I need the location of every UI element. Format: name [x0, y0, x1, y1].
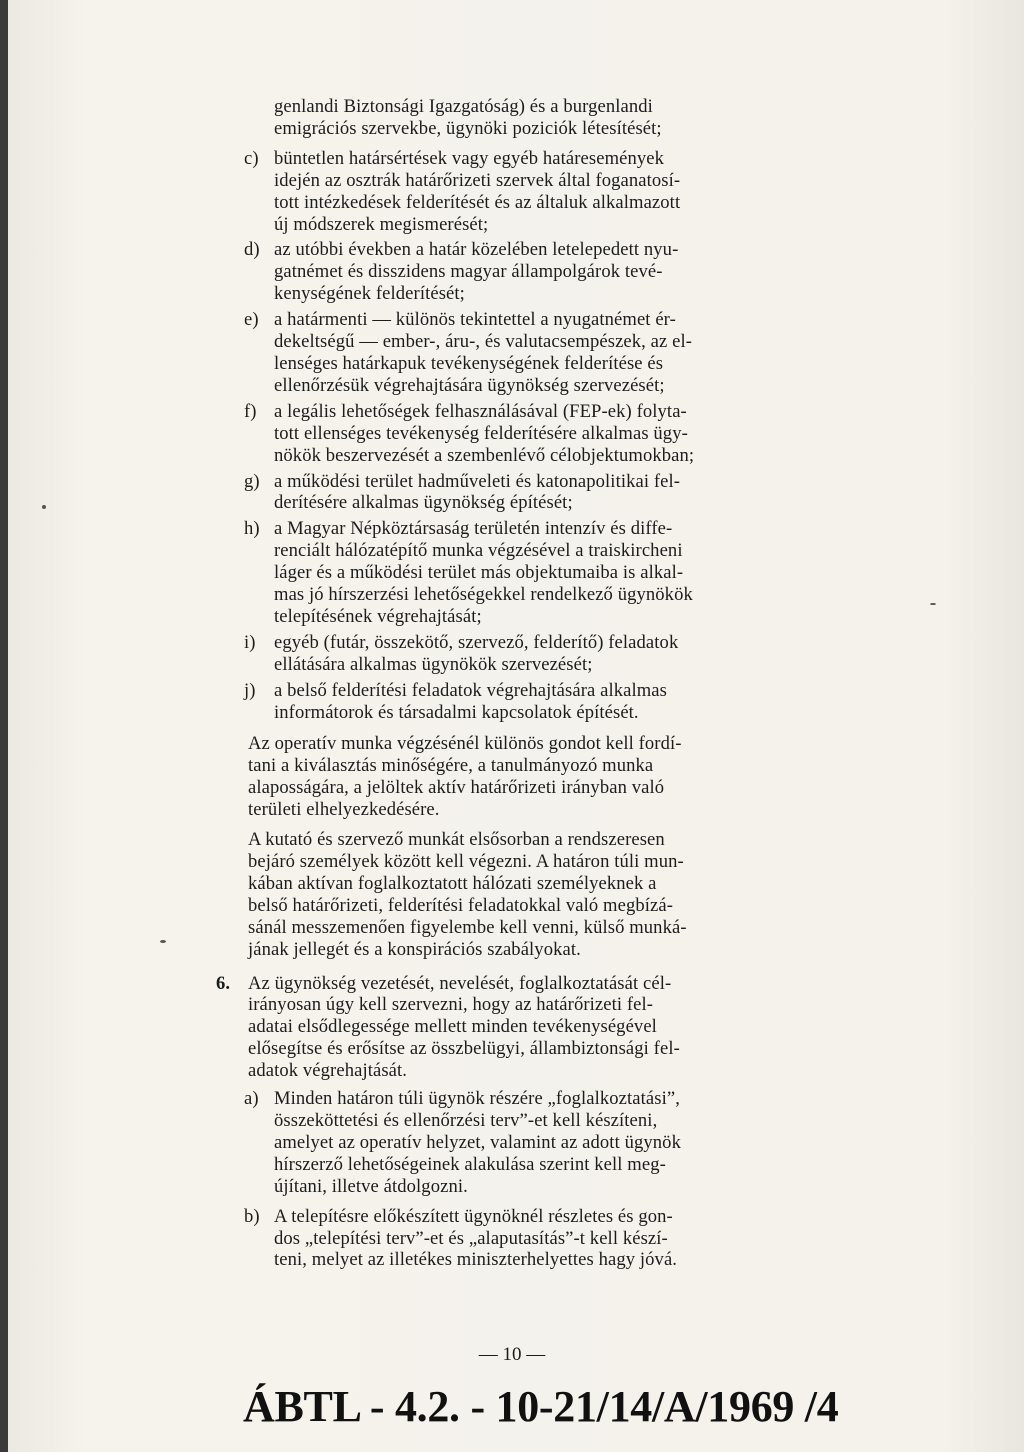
item-line: újítani, illetve átdolgozni.	[274, 1175, 468, 1197]
item-line: a működési terület hadműveleti és katonapolitikai fel-	[274, 470, 681, 492]
item-line: gatnémet és disszidens magyar állampolgárok tevé-	[274, 261, 663, 283]
scan-speck	[930, 603, 936, 605]
scan-edge	[0, 0, 8, 1452]
section-line: Az ügynökség vezetését, nevelését, foglalkoztatását cél-	[248, 972, 672, 994]
list-marker: a)	[244, 1088, 259, 1110]
item-line: ellenőrzésük végrehajtására ügynökség szervezését;	[274, 374, 665, 396]
item-line: új módszerek megismerését;	[274, 213, 489, 235]
paragraph-operative-work	[248, 733, 820, 821]
paragraph-line: jának jellegét és a konspirációs szabályokat.	[248, 938, 581, 960]
intro-line: emigrációs szervekbe, ügynöki poziciók létesítését;	[274, 117, 662, 139]
list-marker: f)	[244, 400, 257, 422]
list-item-i	[244, 631, 820, 676]
item-line: az utóbbi években a határ közelében letelepedett nyu-	[274, 239, 679, 261]
item-line: büntetlen határsértések vagy egyéb határesemények	[274, 147, 665, 169]
subitem-a	[244, 1088, 820, 1198]
item-line: amelyet az operatív helyzet, valamint az adott ügynök	[274, 1131, 681, 1153]
list-marker: c)	[244, 147, 259, 169]
item-line: mas jó hírszerzési lehetőségekkel rendelkező ügynökök	[274, 584, 693, 606]
list-marker: d)	[244, 239, 260, 261]
item-line: tott intézkedések felderítését és az általuk alkalmazott	[274, 191, 681, 213]
item-line: kenységének felderítését;	[274, 283, 465, 305]
item-line: egyéb (futár, összekötő, szervező, felderítő) feladatok	[274, 631, 679, 653]
list-marker: h)	[244, 518, 260, 540]
section-number: 6.	[216, 972, 231, 994]
paragraph-line: alaposságára, a jelöltek aktív határőrizeti irányban való	[248, 777, 665, 799]
item-line: a legális lehetőségek felhasználásával (FEP-ek) folyta-	[274, 400, 687, 422]
paragraph-line: bejáró személyek között kell végezni. A határon túli mun-	[248, 851, 684, 872]
list-item-d	[244, 239, 820, 305]
text-column	[216, 96, 820, 1275]
list-item-h	[244, 518, 820, 628]
scan-speck	[160, 940, 166, 943]
section-line: adatai elsődlegessége mellett minden tevékenységével	[248, 1016, 657, 1038]
list-item-c	[244, 147, 820, 236]
paragraph-line: tani a kiválasztás minőségére, a tanulmányozó munka	[248, 755, 654, 777]
list-item-g	[244, 470, 820, 515]
list-marker: e)	[244, 309, 259, 331]
item-line: idején az osztrák határőrizeti szervek által foganatosí-	[274, 169, 681, 191]
item-line: A telepítésre előkészített ügynöknél részletes és gon-	[274, 1205, 673, 1227]
section-line: irányosan úgy kell szervezni, hogy az határőrizeti fel-	[248, 994, 654, 1016]
item-line: Minden határon túli ügynök részére „foglalkoztatási”,	[274, 1088, 680, 1110]
archive-reference: ÁBTL - 4.2. - 10-21/14/A/1969 /4	[243, 1382, 839, 1431]
item-line: derítésére alkalmas ügynökség építését;	[274, 492, 573, 514]
subitem-b	[244, 1205, 820, 1272]
paragraph-line: A kutató és szervező munkát elsősorban a rendszeresen	[248, 829, 665, 851]
paragraph-line: kában aktívan foglalkoztatott hálózati személyeknek a	[248, 872, 657, 894]
item-line: teni, melyet az illetékes miniszterhelyettes hagy jóvá.	[274, 1249, 678, 1271]
section-6	[216, 972, 820, 1083]
list-item-j	[244, 679, 820, 724]
item-line: összeköttetési és ellenőrzési terv”-et kell készíteni,	[274, 1109, 658, 1131]
scan-speck	[42, 505, 46, 509]
page-number: — 10 —	[478, 1344, 546, 1365]
list-marker: g)	[244, 470, 260, 492]
item-line: a belső felderítési feladatok végrehajtására alkalmas	[274, 679, 667, 701]
list-marker: b)	[244, 1205, 260, 1227]
item-line: a határmenti — különös tekintettel a nyugatnémet ér-	[274, 309, 676, 331]
section-line: adatok végrehajtását.	[248, 1060, 408, 1082]
item-line: telepítésének végrehajtását;	[274, 605, 482, 627]
item-line: nökök beszervezését a szembenlévő célobjektumokban;	[274, 444, 695, 466]
item-line: dos „telepítési terv”-et és „alaputasítás”-t kell készí-	[274, 1227, 668, 1249]
item-line: tott ellenséges tevékenység felderítésére alkalmas ügy-	[274, 422, 688, 444]
intro-line: genlandi Biztonsági Igazgatóság) és a burgenlandi	[274, 96, 653, 117]
list-item-e	[244, 309, 820, 397]
item-line: ellátására alkalmas ügynökök szervezését;	[274, 653, 593, 675]
section-line: elősegítse és erősítse az összbelügyi, állambiztonsági fel-	[248, 1038, 680, 1060]
list-marker: i)	[244, 631, 256, 653]
item-line: láger és a működési terület más objektumaiba is alkal-	[274, 562, 684, 584]
paragraph-line: belső határőrizeti, felderítési feladatokkal való megbízá-	[248, 894, 674, 916]
item-line: a Magyar Népköztársaság területén intenzív és diffe-	[274, 518, 673, 540]
item-line: hírszerző lehetőségeinek alakulása szerint kell meg-	[274, 1153, 666, 1175]
item-line: lenséges határkapuk tevékenységének felderítése és	[274, 352, 664, 374]
list-marker: j)	[244, 679, 256, 701]
paragraph-line: sánál messzemenően figyelembe kell venni, külső munká-	[248, 916, 687, 938]
item-line: dekeltségű — ember-, áru-, és valutacsempészek, az el-	[274, 331, 693, 353]
item-line: informátorok és társadalmi kapcsolatok építését.	[274, 701, 639, 723]
paragraph-recruitment	[248, 829, 820, 960]
paragraph-line: Az operatív munka végzésénél különös gondot kell fordí-	[248, 733, 682, 755]
paragraph-line: területi elhelyezkedésére.	[248, 799, 440, 821]
item-line: renciált hálózatépítő munka végzésével a traiskircheni	[274, 540, 683, 562]
list-item-f	[244, 400, 820, 467]
